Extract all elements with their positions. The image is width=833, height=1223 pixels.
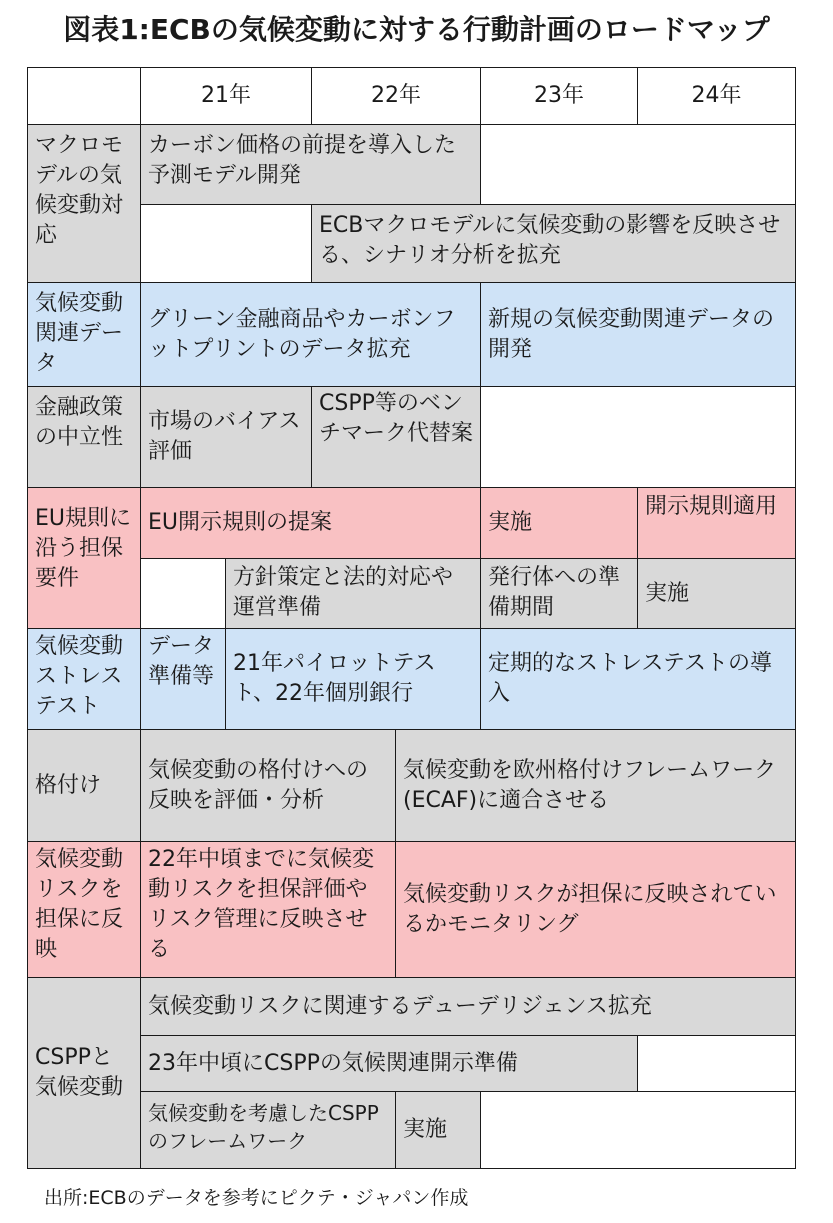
cspp-item-implement: 実施 bbox=[395, 1091, 481, 1169]
collateral-item-2: 気候変動リスクが担保に反映されているかモニタリング bbox=[395, 841, 796, 978]
empty-cell bbox=[480, 386, 796, 488]
neutrality-item-1: 市場のバイアス評価 bbox=[140, 386, 312, 488]
cspp-item-due-diligence: 気候変動リスクに関連するデューデリジェンス拡充 bbox=[140, 977, 796, 1036]
eu-item-apply: 開示規則適用 bbox=[637, 487, 796, 559]
empty-cell bbox=[140, 204, 312, 283]
empty-cell bbox=[480, 1091, 796, 1169]
row-label-eu-collateral: EU規則に沿う担保要件 bbox=[27, 487, 141, 629]
cspp-item-disclosure: 23年中頃にCSPPの気候関連開示準備 bbox=[140, 1035, 638, 1092]
rating-item-1: 気候変動の格付けへの反映を評価・分析 bbox=[140, 729, 396, 842]
empty-cell bbox=[637, 1035, 796, 1092]
source-note: 出所:ECBのデータを参考にピクテ・ジャパン作成 bbox=[44, 1187, 469, 1209]
macro-model-item-1: カーボン価格の前提を導入した予測モデル開発 bbox=[140, 124, 481, 205]
row-label-climate-data: 気候変動関連データ bbox=[27, 282, 141, 387]
corner-cell bbox=[27, 67, 141, 125]
stress-item-pilot: 21年パイロットテスト、22年個別銀行 bbox=[225, 628, 481, 730]
year-header-24: 24年 bbox=[637, 67, 796, 125]
eu-item-prep-period: 発行体への準備期間 bbox=[480, 558, 638, 629]
chart-title: 図表1:ECBの気候変動に対する行動計画のロードマップ bbox=[63, 13, 770, 46]
row-label-stress-test: 気候変動ストレステスト bbox=[27, 628, 141, 730]
climate-data-item-1: グリーン金融商品やカーボンフットプリントのデータ拡充 bbox=[140, 282, 481, 387]
roadmap-table bbox=[27, 67, 796, 1169]
stress-item-regular: 定期的なストレステストの導入 bbox=[480, 628, 796, 730]
macro-model-item-2: ECBマクロモデルに気候変動の影響を反映させる、シナリオ分析を拡充 bbox=[311, 204, 796, 283]
eu-item-proposal: EU開示規則の提案 bbox=[140, 487, 481, 559]
eu-item-policy: 方針策定と法的対応や運営準備 bbox=[225, 558, 481, 629]
row-label-macro-model: マクロモデルの気候変動対応 bbox=[27, 124, 141, 283]
climate-data-item-2: 新規の気候変動関連データの開発 bbox=[480, 282, 796, 387]
row-label-policy-neutrality: 金融政策の中立性 bbox=[27, 386, 141, 488]
eu-item-implement-2: 実施 bbox=[637, 558, 796, 629]
empty-cell bbox=[480, 124, 796, 205]
row-label-collateral: 気候変動リスクを担保に反映 bbox=[27, 841, 141, 978]
rating-item-2: 気候変動を欧州格付けフレームワーク(ECAF)に適合させる bbox=[395, 729, 796, 842]
empty-cell bbox=[140, 558, 226, 629]
collateral-item-1: 22年中頃までに気候変動リスクを担保評価やリスク管理に反映させる bbox=[140, 841, 396, 978]
cspp-item-framework: 気候変動を考慮したCSPPのフレームワーク bbox=[140, 1091, 396, 1169]
neutrality-item-2: CSPP等のベンチマーク代替案 bbox=[311, 386, 481, 488]
row-label-cspp: CSPPと気候変動 bbox=[27, 977, 141, 1169]
stress-item-data-prep: データ準備等 bbox=[140, 628, 226, 730]
year-header-21: 21年 bbox=[140, 67, 312, 125]
row-label-rating: 格付け bbox=[27, 729, 141, 842]
year-header-22: 22年 bbox=[311, 67, 481, 125]
year-header-23: 23年 bbox=[480, 67, 638, 125]
eu-item-implement-1: 実施 bbox=[480, 487, 638, 559]
